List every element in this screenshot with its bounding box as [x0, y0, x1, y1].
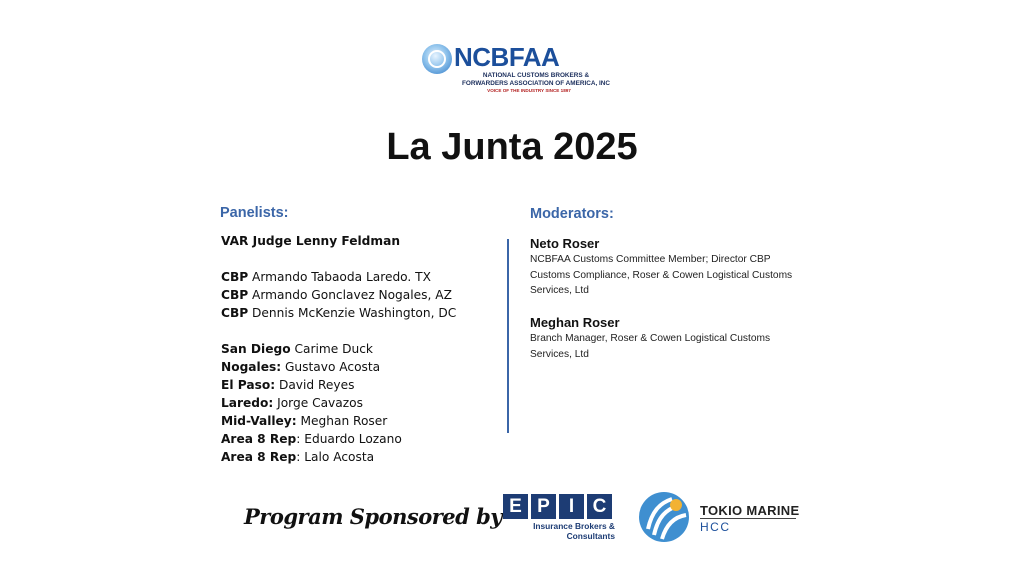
moderator-name: Neto Roser	[530, 236, 600, 251]
epic-letter: I	[559, 494, 584, 519]
sponsor-label: Program Sponsored by	[244, 504, 503, 529]
panelists-heading: Panelists:	[220, 205, 289, 221]
panelist-line: VAR Judge Lenny Feldman	[221, 234, 401, 248]
panelist-line: Nogales: Gustavo Acosta	[221, 360, 381, 374]
panelist-line: CBP Armando Tabaoda Laredo. TX	[221, 270, 431, 284]
epic-letter: C	[587, 494, 612, 519]
tokio-name: TOKIO MARINE	[700, 503, 800, 518]
column-divider	[507, 239, 509, 433]
logo-tagline: VOICE OF THE INDUSTRY SINCE 1897	[487, 88, 571, 93]
moderator-description: Branch Manager, Roser & Cowen Logistical Customs Services, Ltd	[530, 333, 771, 360]
logo-subtitle-line2: FORWARDERS ASSOCIATION OF AMERICA, INC	[461, 79, 611, 87]
panelist-line: Laredo: Jorge Cavazos	[221, 396, 363, 410]
logo-subtitle	[456, 72, 616, 87]
epic-subtitle: Insurance Brokers & Consultants	[533, 521, 615, 541]
tokio-marine-logo	[638, 491, 808, 545]
panelist-line: El Paso: David Reyes	[221, 378, 355, 392]
logo-subtitle-line1: NATIONAL CUSTOMS BROKERS &	[482, 72, 590, 79]
epic-letter: P	[531, 494, 556, 519]
globe-icon	[422, 44, 452, 74]
epic-letter: E	[503, 494, 528, 519]
wave-emblem-icon	[638, 491, 690, 543]
panelist-line: CBP Dennis McKenzie Washington, DC	[221, 306, 457, 320]
panelist-line: CBP Armando Gonclavez Nogales, AZ	[221, 288, 452, 302]
epic-logo	[503, 494, 623, 548]
page-title: La Junta 2025	[386, 126, 638, 168]
panelists-list	[221, 232, 456, 466]
logo-wordmark: NCBFAA	[454, 42, 560, 72]
moderator-entry	[530, 236, 820, 299]
tokio-divider	[700, 518, 796, 519]
panelist-line: Mid-Valley: Meghan Roser	[221, 414, 388, 428]
panelist-line: Area 8 Rep: Lalo Acosta	[221, 450, 375, 464]
panelist-line: San Diego Carime Duck	[221, 342, 373, 356]
moderator-entry	[530, 315, 820, 362]
moderator-name: Meghan Roser	[530, 315, 620, 330]
moderator-description: NCBFAA Customs Committee Member; Director CBP Customs Compliance, Roser & Cowen Logistical Customs Services, Ltd	[530, 254, 793, 297]
moderators-heading: Moderators:	[530, 206, 614, 222]
tokio-sub: HCC	[700, 520, 731, 534]
panelist-line: Area 8 Rep: Eduardo Lozano	[221, 432, 402, 446]
ncbfaa-logo	[422, 42, 611, 96]
